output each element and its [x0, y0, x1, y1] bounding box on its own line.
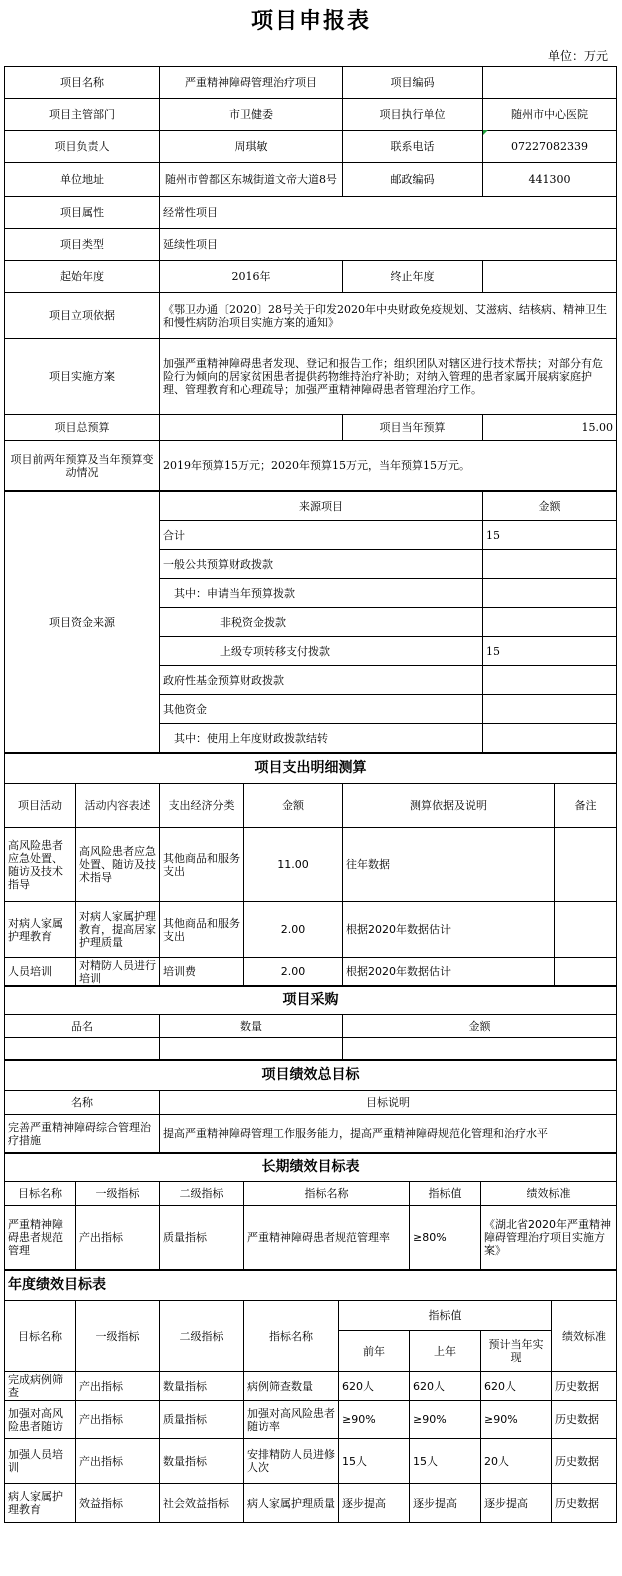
- procurement-header: 数量: [160, 1015, 343, 1038]
- expense-header: 支出经济分类: [160, 784, 244, 828]
- expense-header: 金额: [244, 784, 343, 828]
- expense-content: 对精防人员进行培训: [76, 958, 160, 986]
- address-label: 单位地址: [5, 163, 160, 197]
- attribute-value: 经常性项目: [160, 197, 617, 229]
- annual-level1: 产出指标: [76, 1401, 160, 1439]
- longterm-header: 绩效标准: [481, 1182, 617, 1206]
- project-name-value: 严重精神障碍管理治疗项目: [160, 67, 343, 99]
- leader-value: 周琪敏: [160, 131, 343, 163]
- expense-amount: 2.00: [244, 958, 343, 986]
- annual-current: ≥90%: [481, 1401, 552, 1439]
- address-value: 随州市曾都区东城街道文帝大道8号: [160, 163, 343, 197]
- annual-row: [5, 1401, 617, 1439]
- expense-row: [5, 958, 617, 986]
- total-budget-label: 项目总预算: [5, 415, 160, 441]
- annual-standard: 历史数据: [552, 1484, 617, 1523]
- longterm-row: [5, 1206, 617, 1270]
- funding-row-amount: [483, 550, 617, 579]
- plan-value: 加强严重精神障碍患者发现、登记和报告工作；组织团队对辖区进行技术帮扶；对部分有危险行为倾向的居家贫困患者提供药物维持治疗补助；对纳入管理的患者家属开展病家庭护理、管理教育和心理疏导；加强严重精神障碍患者管理治疗工作。: [160, 339, 617, 415]
- annual-level1: 产出指标: [76, 1372, 160, 1401]
- basis-label: 项目立项依据: [5, 293, 160, 339]
- project-name-label: 项目名称: [5, 67, 160, 99]
- total-budget-value: [160, 415, 343, 441]
- annual-prev1: 620人: [410, 1372, 481, 1401]
- funding-row-amount: 15: [483, 521, 617, 550]
- funding-row-name: 政府性基金预算财政拨款: [160, 666, 483, 695]
- overall-goal-desc-header: 目标说明: [160, 1091, 617, 1115]
- funding-row-name: 其他资金: [160, 695, 483, 724]
- annual-prev2: ≥90%: [339, 1401, 410, 1439]
- start-year-label: 起始年度: [5, 261, 160, 293]
- page-title: 项目申报表: [250, 8, 371, 34]
- funding-row-amount: [483, 666, 617, 695]
- funding-row-name: 上级专项转移支付拨款: [160, 637, 483, 666]
- end-year-value: [483, 261, 617, 293]
- procurement-table: [4, 986, 617, 1060]
- procurement-section-title: 项目采购: [5, 987, 617, 1015]
- annual-section-title: 年度绩效目标表: [5, 1271, 617, 1301]
- longterm-indicator: 严重精神障碍患者规范管理率: [244, 1206, 410, 1270]
- funding-row-amount: [483, 724, 617, 753]
- annual-standard: 历史数据: [552, 1401, 617, 1439]
- annual-row: [5, 1439, 617, 1484]
- annual-header-prev1: 上年: [410, 1331, 481, 1372]
- longterm-goal: 严重精神障碍患者规范管理: [5, 1206, 76, 1270]
- expense-header: 项目活动: [5, 784, 76, 828]
- year-budget-value: 15.00: [483, 415, 617, 441]
- annual-goal: 加强对高风险患者随访: [5, 1401, 76, 1439]
- funding-amount-header: 金额: [483, 492, 617, 521]
- expense-row: [5, 828, 617, 902]
- longterm-level1: 产出指标: [76, 1206, 160, 1270]
- funding-row-name: 一般公共预算财政拨款: [160, 550, 483, 579]
- funding-row-name: 其中：使用上年度财政拨款结转: [160, 724, 483, 753]
- funding-row-amount: [483, 695, 617, 724]
- funding-row-name: 非税资金拨款: [160, 608, 483, 637]
- funding-row-amount: [483, 579, 617, 608]
- annual-standard: 历史数据: [552, 1439, 617, 1484]
- longterm-section-title: 长期绩效目标表: [5, 1154, 617, 1182]
- annual-row: [5, 1372, 617, 1401]
- executing-unit-value: 随州市中心医院: [483, 99, 617, 131]
- expense-content: 对病人家属护理教育，提高居家护理质量: [76, 902, 160, 958]
- annual-goal-table: [4, 1270, 617, 1523]
- budget-change-label: 项目前两年预算及当年预算变动情况: [5, 441, 160, 491]
- cell-comment-marker-icon: [483, 130, 488, 135]
- longterm-header: 一级指标: [76, 1182, 160, 1206]
- department-value: 市卫健委: [160, 99, 343, 131]
- annual-prev1: ≥90%: [410, 1401, 481, 1439]
- annual-goal: 完成病例筛查: [5, 1372, 76, 1401]
- overall-goal-section-title: 项目绩效总目标: [5, 1061, 617, 1091]
- project-type-label: 项目类型: [5, 229, 160, 261]
- year-budget-label: 项目当年预算: [343, 415, 483, 441]
- attribute-label: 项目属性: [5, 197, 160, 229]
- longterm-level2: 质量指标: [160, 1206, 244, 1270]
- project-code-label: 项目编码: [343, 67, 483, 99]
- expense-basis: 往年数据: [343, 828, 555, 902]
- annual-goal: 病人家属护理教育: [5, 1484, 76, 1523]
- longterm-goal-table: [4, 1153, 617, 1270]
- annual-standard: 历史数据: [552, 1372, 617, 1401]
- annual-prev1: 15人: [410, 1439, 481, 1484]
- funding-row-amount: 15: [483, 637, 617, 666]
- project-type-value: 延续性项目: [160, 229, 617, 261]
- postcode-value: 441300: [483, 163, 617, 197]
- overall-goal-desc: 提高严重精神障碍管理工作服务能力，提高严重精神障碍规范化管理和治疗水平: [160, 1115, 617, 1153]
- expense-header: 备注: [555, 784, 617, 828]
- overall-goal-table: [4, 1060, 617, 1153]
- annual-header-value: 指标值: [339, 1301, 552, 1331]
- annual-header-level1: 一级指标: [76, 1301, 160, 1372]
- annual-level2: 数量指标: [160, 1372, 244, 1401]
- longterm-header: 二级指标: [160, 1182, 244, 1206]
- expense-category: 其他商品和服务支出: [160, 902, 244, 958]
- overall-goal-name: 完善严重精神障碍综合管理治疗措施: [5, 1115, 160, 1153]
- longterm-header: 目标名称: [5, 1182, 76, 1206]
- expense-header: 活动内容表述: [76, 784, 160, 828]
- leader-label: 项目负责人: [5, 131, 160, 163]
- annual-current: 逐步提高: [481, 1484, 552, 1523]
- expense-amount: 11.00: [244, 828, 343, 902]
- expense-section-title: 项目支出明细测算: [5, 754, 617, 784]
- annual-header-prev2: 前年: [339, 1331, 410, 1372]
- annual-header-standard: 绩效标准: [552, 1301, 617, 1372]
- annual-prev2: 620人: [339, 1372, 410, 1401]
- basis-value: 《鄂卫办通〔2020〕28号关于印发2020年中央财政免疫规划、艾滋病、结核病、精神卫生和慢性病防治项目实施方案的通知》: [160, 293, 617, 339]
- expense-activity: 对病人家属护理教育: [5, 902, 76, 958]
- annual-indicator: 加强对高风险患者随访率: [244, 1401, 339, 1439]
- expense-header: 测算依据及说明: [343, 784, 555, 828]
- longterm-header: 指标名称: [244, 1182, 410, 1206]
- annual-header-level2: 二级指标: [160, 1301, 244, 1372]
- annual-level1: 产出指标: [76, 1439, 160, 1484]
- annual-prev2: 15人: [339, 1439, 410, 1484]
- annual-indicator: 病例筛查数量: [244, 1372, 339, 1401]
- department-label: 项目主管部门: [5, 99, 160, 131]
- expense-table: [4, 753, 617, 986]
- annual-header-current: 预计当年实现: [481, 1331, 552, 1372]
- expense-category: 培训费: [160, 958, 244, 986]
- funding-source-header: 来源项目: [160, 492, 483, 521]
- annual-prev1: 逐步提高: [410, 1484, 481, 1523]
- annual-level2: 数量指标: [160, 1439, 244, 1484]
- annual-current: 620人: [481, 1372, 552, 1401]
- funding-table: [4, 491, 617, 753]
- procurement-cell: [5, 1038, 160, 1060]
- phone-label: 联系电话: [343, 131, 483, 163]
- funding-row-name: 合计: [160, 521, 483, 550]
- start-year-value: 2016年: [160, 261, 343, 293]
- overall-goal-name-header: 名称: [5, 1091, 160, 1115]
- expense-note: [555, 828, 617, 902]
- expense-amount: 2.00: [244, 902, 343, 958]
- basic-info-table: [4, 66, 617, 491]
- unit-label: 单位：万元: [547, 49, 608, 63]
- longterm-header: 指标值: [410, 1182, 481, 1206]
- procurement-header: 金额: [343, 1015, 617, 1038]
- expense-row: [5, 902, 617, 958]
- annual-prev2: 逐步提高: [339, 1484, 410, 1523]
- annual-current: 20人: [481, 1439, 552, 1484]
- funding-label: 项目资金来源: [5, 492, 160, 753]
- expense-note: [555, 958, 617, 986]
- annual-header-indicator: 指标名称: [244, 1301, 339, 1372]
- plan-label: 项目实施方案: [5, 339, 160, 415]
- longterm-value: ≥80%: [410, 1206, 481, 1270]
- longterm-standard: 《湖北省2020年严重精神障碍管理治疗项目实施方案》: [481, 1206, 617, 1270]
- expense-note: [555, 902, 617, 958]
- annual-indicator: 病人家属护理质量: [244, 1484, 339, 1523]
- annual-goal: 加强人员培训: [5, 1439, 76, 1484]
- annual-level1: 效益指标: [76, 1484, 160, 1523]
- executing-unit-label: 项目执行单位: [343, 99, 483, 131]
- expense-content: 高风险患者应急处置、随访及技术指导: [76, 828, 160, 902]
- annual-indicator: 安排精防人员进修人次: [244, 1439, 339, 1484]
- project-code-value: [483, 67, 617, 99]
- end-year-label: 终止年度: [343, 261, 483, 293]
- budget-change-value: 2019年预算15万元；2020年预算15万元，当年预算15万元。: [160, 441, 617, 491]
- annual-header-goal: 目标名称: [5, 1301, 76, 1372]
- annual-level2: 质量指标: [160, 1401, 244, 1439]
- expense-basis: 根据2020年数据估计: [343, 902, 555, 958]
- form-grid: [4, 66, 616, 1523]
- postcode-label: 邮政编码: [343, 163, 483, 197]
- expense-activity: 人员培训: [5, 958, 76, 986]
- procurement-cell: [160, 1038, 343, 1060]
- annual-row: [5, 1484, 617, 1523]
- funding-row-name: 其中：申请当年预算拨款: [160, 579, 483, 608]
- annual-level2: 社会效益指标: [160, 1484, 244, 1523]
- procurement-cell: [343, 1038, 617, 1060]
- funding-row-amount: [483, 608, 617, 637]
- procurement-header: 品名: [5, 1015, 160, 1038]
- phone-value: 07227082339: [483, 131, 617, 163]
- expense-basis: 根据2020年数据估计: [343, 958, 555, 986]
- expense-activity: 高风险患者应急处置、随访及技术指导: [5, 828, 76, 902]
- expense-category: 其他商品和服务支出: [160, 828, 244, 902]
